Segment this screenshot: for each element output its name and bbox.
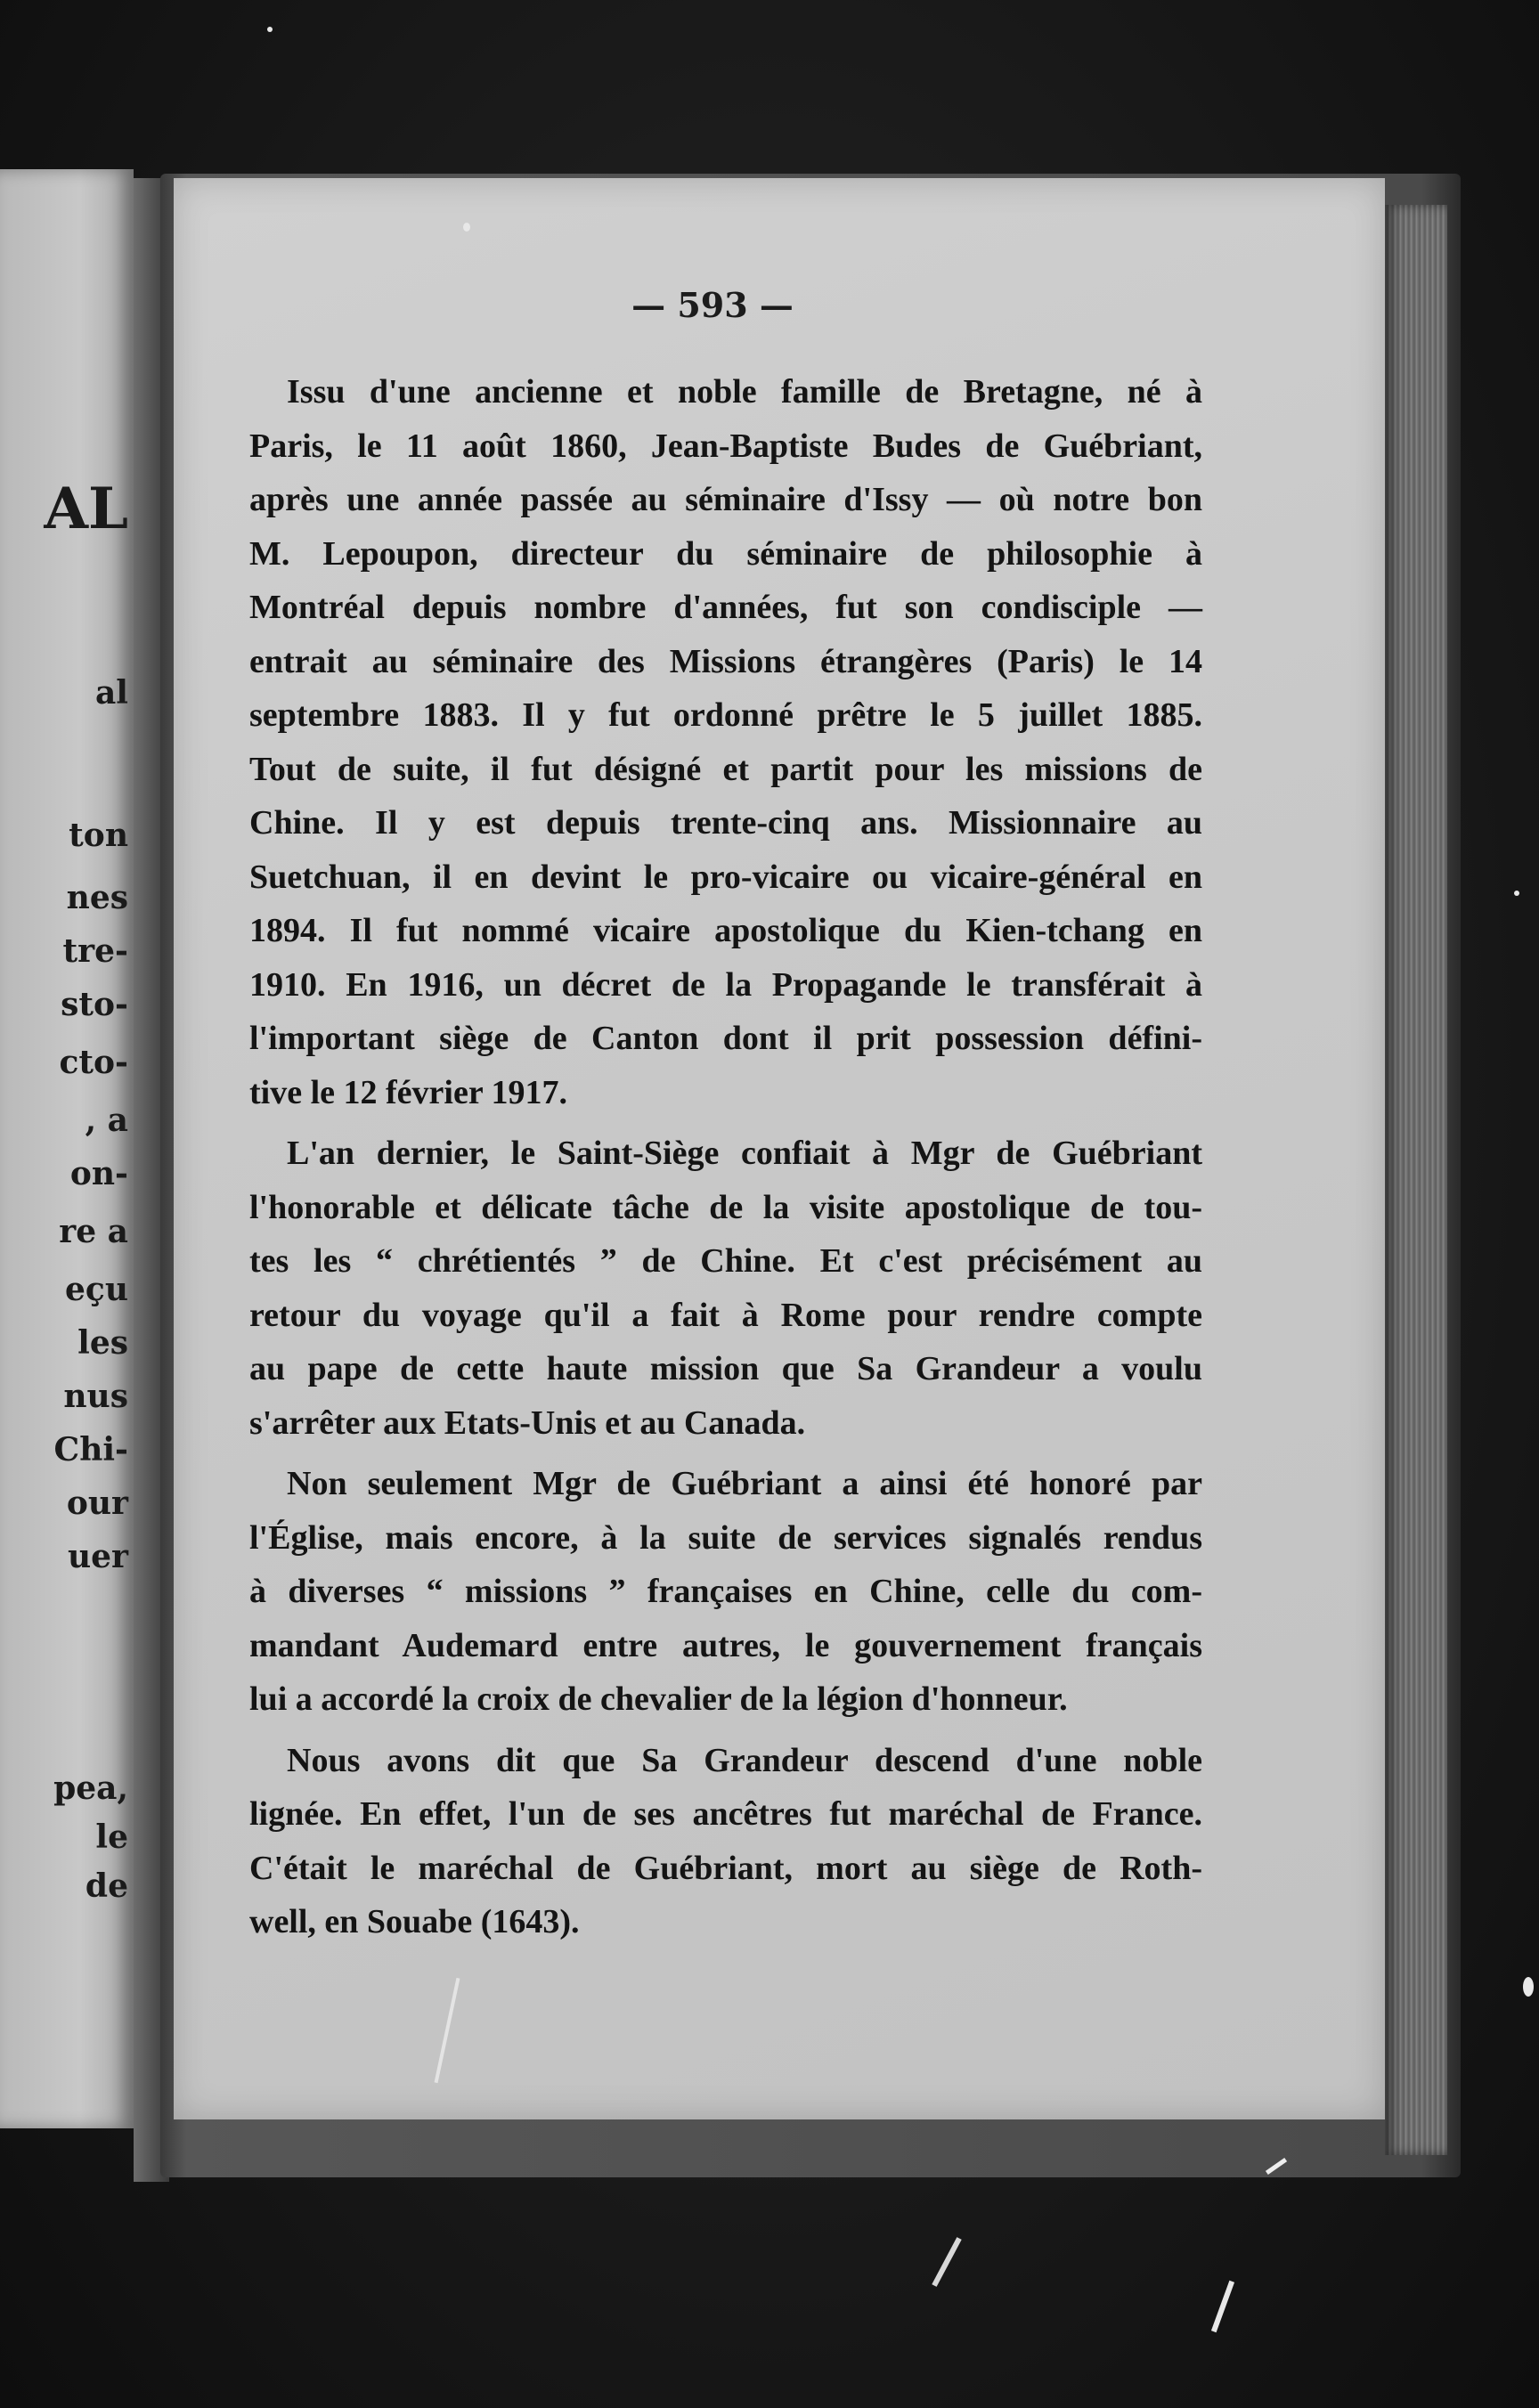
left-page-fragment: les	[77, 1324, 128, 1362]
left-page-text-fragments	[0, 169, 134, 2128]
text-line: mandant Audemard entre autres, le gouvernement français	[249, 1626, 1202, 1664]
paragraph-gap	[249, 1727, 1202, 1734]
paragraph	[249, 365, 1202, 1119]
text-line: C'était le maréchal de Guébriant, mort au siège de Roth-	[249, 1849, 1202, 1887]
page-body-text	[249, 365, 1202, 1949]
scan-speck	[267, 27, 273, 32]
paragraph	[249, 1457, 1202, 1727]
paragraph-gap	[249, 1119, 1202, 1127]
text-line: lignée. En effet, l'un de ses ancêtres fut maréchal de France.	[249, 1795, 1202, 1833]
paragraph	[249, 1127, 1202, 1450]
left-page-fragment: ton	[69, 817, 128, 854]
text-line: well, en Souabe (1643).	[249, 1903, 580, 1940]
left-page-fragment: al	[94, 674, 128, 712]
page-stack-edge	[1385, 205, 1447, 2155]
left-page-fragment: eçu	[65, 1271, 128, 1308]
left-page-fragment: cto-	[59, 1044, 128, 1081]
left-page-fragment: our	[66, 1485, 128, 1522]
text-line: l'Église, mais encore, à la suite de services signalés rendus	[249, 1518, 1202, 1557]
left-page-fragment: pea,	[53, 1769, 128, 1807]
text-line: au pape de cette haute mission que Sa Grandeur a voulu	[249, 1350, 1202, 1387]
text-line: lui a accordé la croix de chevalier de la légion d'honneur.	[249, 1680, 1068, 1718]
left-page-fragment: nus	[63, 1378, 128, 1415]
text-line: M. Lepoupon, directeur du séminaire de philosophie à	[249, 534, 1202, 573]
text-line: Chine. Il y est depuis trente-cinq ans. Missionnaire au	[249, 804, 1202, 842]
text-line: septembre 1883. Il y fut ordonné prêtre le 5 juillet 1885.	[249, 696, 1202, 734]
text-line: après une année passée au séminaire d'Issy — où notre bon	[249, 481, 1202, 518]
text-line: tive le 12 février 1917.	[249, 1073, 567, 1111]
page-number: — 593 —	[631, 285, 794, 325]
scan-scratch	[932, 2237, 961, 2287]
text-line: Suetchuan, il en devint le pro-vicaire ou vicaire-général en	[249, 858, 1202, 896]
text-line: 1894. Il fut nommé vicaire apostolique du Kien-tchang en	[249, 912, 1202, 949]
text-line: 1910. En 1916, un décret de la Propagande le transférait à	[249, 965, 1202, 1004]
text-line: tes les “ chrétientés ” de Chine. Et c'est précisément au	[249, 1242, 1202, 1280]
text-line: entrait au séminaire des Missions étrangères (Paris) le 14	[249, 642, 1202, 680]
left-facing-page	[0, 169, 134, 2128]
left-page-fragment: re a	[59, 1213, 128, 1250]
left-page-fragment: sto-	[61, 986, 128, 1023]
text-line: Tout de suite, il fut désigné et partit pour les missions de	[249, 750, 1202, 788]
paragraph	[249, 1734, 1202, 1949]
text-line: Issu d'une ancienne et noble famille de Bretagne, né à	[287, 373, 1202, 411]
left-page-fragment: uer	[67, 1538, 128, 1575]
left-page-fragment: tre-	[62, 932, 128, 970]
text-line: Montréal depuis nombre d'années, fut son condisciple —	[249, 589, 1202, 626]
scan-speck	[1514, 891, 1519, 896]
scan-scratch	[1211, 2281, 1234, 2332]
text-line: Non seulement Mgr de Guébriant a ainsi été honoré par	[287, 1465, 1202, 1502]
text-line: à diverses “ missions ” françaises en Chine, celle du com-	[249, 1573, 1202, 1610]
left-page-fragment: on-	[69, 1155, 128, 1192]
scan-speck	[1523, 1977, 1534, 1997]
text-line: Nous avons dit que Sa Grandeur descend d'une noble	[287, 1741, 1202, 1779]
left-page-fragment: , a	[85, 1102, 128, 1139]
left-page-fragment: de	[85, 1867, 128, 1905]
left-page-fragment: AL	[44, 476, 128, 542]
paragraph-gap	[249, 1450, 1202, 1457]
text-line: l'honorable et délicate tâche de la visite apostolique de tou-	[249, 1188, 1202, 1226]
left-page-fragment: nes	[66, 879, 128, 916]
scan-speck	[463, 223, 470, 232]
text-line: L'an dernier, le Saint-Siège confiait à Mgr de Guébriant	[287, 1135, 1202, 1172]
text-line: s'arrêter aux Etats-Unis et au Canada.	[249, 1403, 806, 1442]
text-line: l'important siège de Canton dont il prit possession défini-	[249, 1020, 1202, 1057]
text-line: Paris, le 11 août 1860, Jean-Baptiste Budes de Guébriant,	[249, 427, 1202, 465]
text-line: retour du voyage qu'il a fait à Rome pour rendre compte	[249, 1296, 1202, 1334]
left-page-fragment: le	[95, 1818, 128, 1856]
left-page-fragment: Chi-	[53, 1431, 128, 1468]
